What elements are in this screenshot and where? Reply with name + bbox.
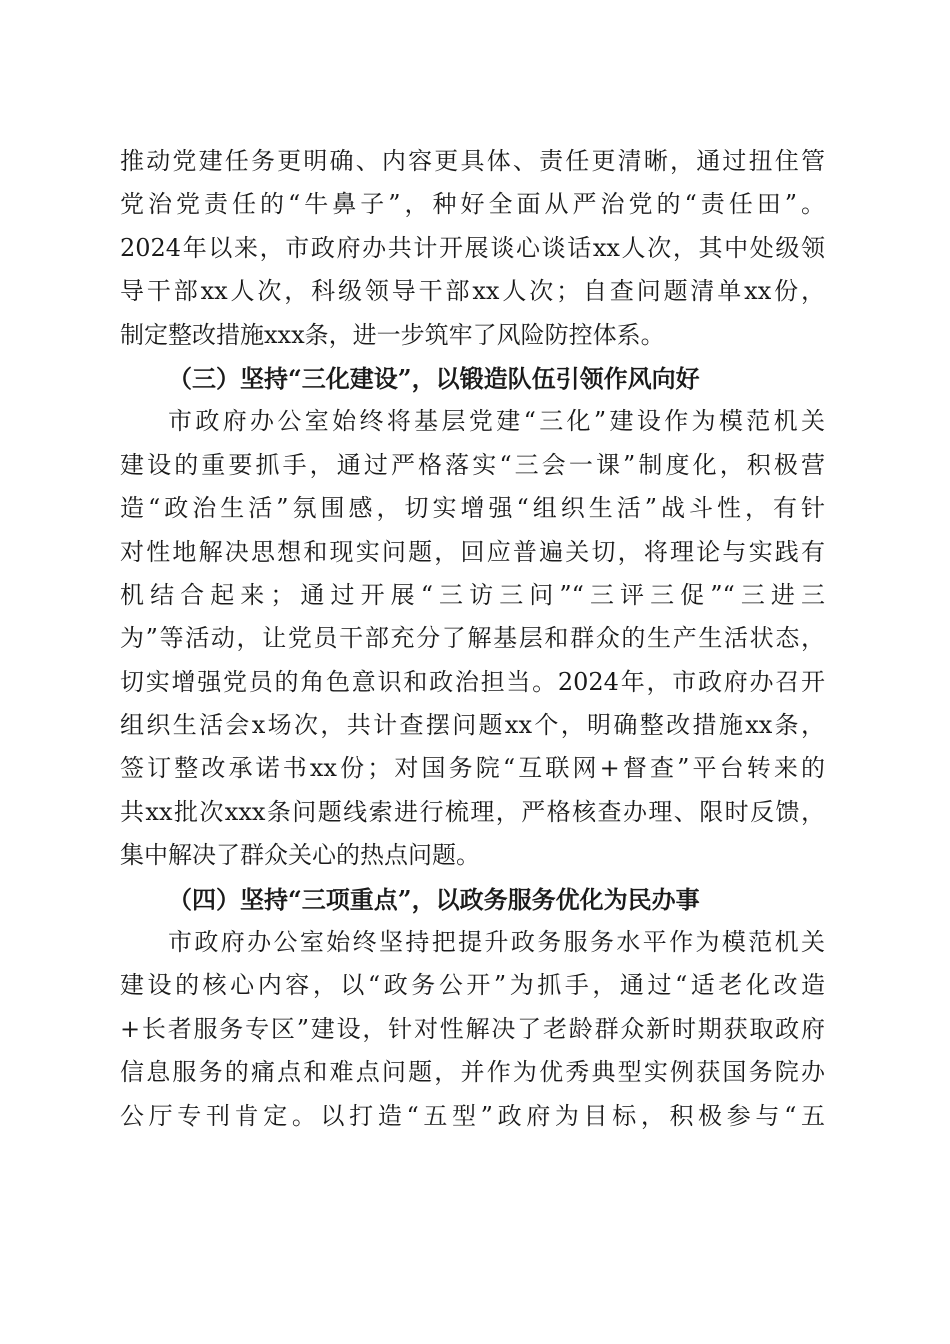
text-line: 造“政治生活”氛围感，切实增强“组织生活”战斗性，有针 [120,494,825,523]
text-line: 公厅专刊肯定。以打造“五型”政府为目标，积极参与“五 [120,1101,825,1130]
document-body [120,140,825,1138]
text-line: +长者服务专区”建设，针对性解决了老龄群众新时期获取政府 [120,1014,825,1043]
text-line: 共xx批次xxx条问题线索进行梳理，严格核查办理、限时反馈， [120,797,825,826]
text-line: 机结合起来；通过开展“三访三问”“三评三促”“三进三 [120,580,825,609]
paragraph-three-modernization [120,400,825,877]
text-line: 集中解决了群众关心的热点问题。 [120,841,480,870]
section-heading-three: （三）坚持“三化建设”，以锻造队伍引领作风向好 [168,363,700,393]
text-line: 为”等活动，让党员干部充分了解基层和群众的生产生活状态， [120,624,825,653]
text-line: 签订整改承诺书xx份；对国务院“互联网+督查”平台转来的 [120,754,825,783]
text-line: 建设的重要抓手，通过严格落实“三会一课”制度化，积极营 [120,450,825,479]
text-line: 市政府办公室始终坚持把提升政务服务水平作为模范机关 [168,928,825,957]
text-line: 切实增强党员的角色意识和政治担当。2024年，市政府办召开 [120,667,825,696]
text-line: 信息服务的痛点和难点问题，并作为优秀典型实例获国务院办 [120,1058,825,1087]
paragraph-government-service [120,921,825,1138]
text-line: 制定整改措施xxx条，进一步筑牢了风险防控体系。 [120,320,665,349]
text-line: 推动党建任务更明确、内容更具体、责任更清晰，通过扭住管 [120,147,825,175]
text-line: 党治党责任的“牛鼻子”，种好全面从严治党的“责任田”。 [120,190,825,219]
text-line: 2024年以来，市政府办共计开展谈心谈话xx人次，其中处级领 [120,233,825,262]
text-line: 市政府办公室始终将基层党建“三化”建设作为模范机关 [168,407,825,436]
paragraph-responsibility [120,140,825,357]
text-line: 建设的核心内容，以“政务公开”为抓手，通过“适老化改造 [120,971,825,1000]
text-line: 导干部xx人次，科级领导干部xx人次；自查问题清单xx份， [120,277,825,306]
text-line: 组织生活会x场次，共计查摆问题xx个，明确整改措施xx条， [120,711,825,740]
section-heading-four: （四）坚持“三项重点”，以政务服务优化为民办事 [168,884,700,914]
text-line: 对性地解决思想和现实问题，回应普遍关切，将理论与实践有 [120,537,825,566]
